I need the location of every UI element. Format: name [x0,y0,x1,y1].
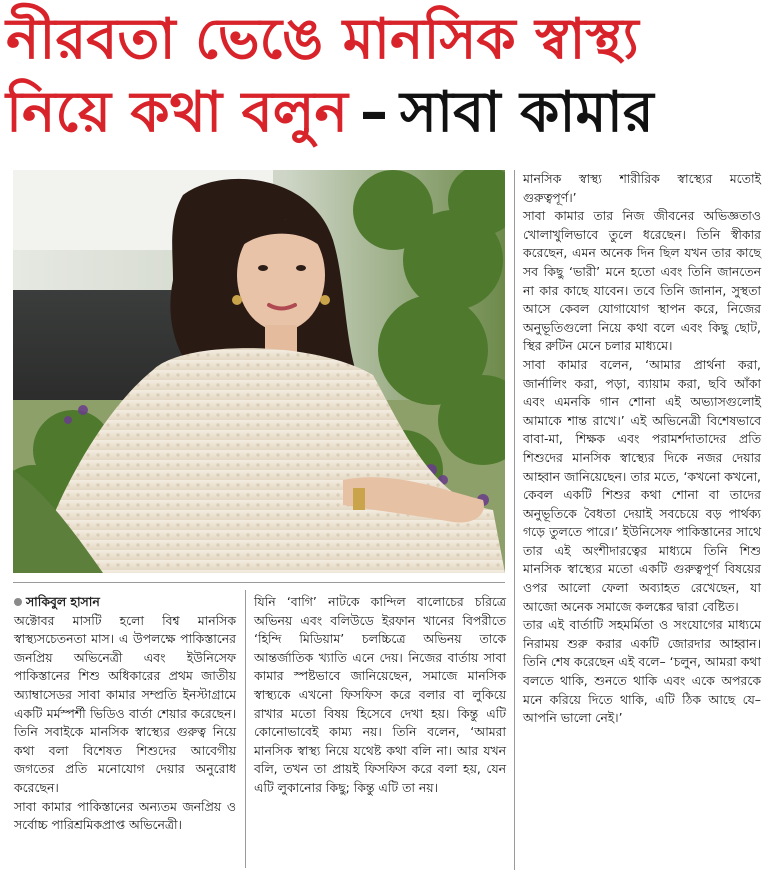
byline-text: সাকিবুল হাসান [26,594,100,609]
article-column-right [523,170,761,728]
paragraph: মানসিক স্বাস্থ্য শারীরিক স্বাস্থ্যের মতোই গুরুত্বপূর্ণ।’ [523,171,761,205]
paragraph: সাবা কামার বলেন, ‘আমার প্রার্থনা করা, জার্নালিং করা, পড়া, ব্যায়াম করা, ছবি আঁকা এবং এমনকি গান শোনা এই অভ্যাসগুলোই আমাকে শান্ত রাখে।’ এই অভিনেত্রী বিশেষভাবে বাবা-মা, শিক্ষক এবং পরামর্শদাতাদের প্রতি শিশুদের মানসিক স্বাস্থ্যের দিকে নজর দেয়ার আহ্বান জানিয়েছেন। তার মতে, ‘কখনো কখনো, কেবল একটি শিশুর কথা শোনা বা তাদের অনুভূতিকে বৈধতা দেয়াই সবচেয়ে বড় পার্থক্য গড়ে তুলতে পারে।’ ইউনিসেফ পাকিস্তানের সাথে তার এই অংশীদারত্বের মাধ্যমে তিনি শিশু মানসিক স্বাস্থ্যের মতো একটি গুরুত্বপূর্ণ বিষয়ের ওপর আলো ফেলা অব্যাহত রেখেছেন, যা আজো অনেক সমাজে কলঙ্কের দ্বারা বেষ্টিত। [523,356,761,614]
headline-line2 [6,76,766,150]
paragraph: সাবা কামার তার নিজ জীবনের অভিজ্ঞতাও খোলাখুলিভাবে তুলে ধরেছেন। তিনি স্বীকার করেছেন, এমন অনেক দিন ছিল যখন তার কাছে সব কিছু ‘ভারী’ মনে হতো এবং তিনি জানতেন না কার কাছে যাবেন। তবে তিনি জানান, সুস্থতা আসে কেবল যোগাযোগ স্থাপন করে, নিজের অনুভূতিগুলো নিয়ে কথা বলে এবং কিছু ছোট, স্থির রুটিন মেনে চলার মাধ্যমে। [523,208,761,354]
paragraph: অক্টোবর মাসটি হলো বিশ্ব মানসিক স্বাস্থ্যসচেতনতা মাস। এ উপলক্ষে পাকিস্তানের জনপ্রিয় অভিনেত্রী এবং ইউনিসেফ পাকিস্তানের শিশু অধিকারের প্রথম জাতীয় অ্যাম্বাসেডর সাবা কামার সম্প্রতি ইনস্টাগ্রামে একটি মর্মস্পর্শী ভিডিও বার্তা শেয়ার করেছেন। তিনি সবাইকে মানসিক স্বাস্থ্যের গুরুত্ব নিয়ে কথা বলা বিশেষত শিশুদের আবেগীয় জগতের প্রতি মনোযোগ দেয়ার অনুরোধ করেছেন। [14,612,236,795]
paragraph: সাবা কামার পাকিস্তানের অন্যতম জনপ্রিয় ও সর্বোচ্চ পারিশ্রমিকপ্রাপ্ত অভিনেত্রী। [14,798,236,833]
headline-line2-red: নিয়ে কথা বলুন [6,80,348,145]
article-column-b [254,593,506,798]
bullet-icon [14,598,22,606]
headline-line2-black: সাবা কামার [399,80,654,145]
paragraph: তার এই বার্তাটি সহমর্মিতা ও সংযোগের মাধ্যমে নিরাময় শুরু করার একটি জোরদার আহ্বান। তিনি শেষ করেছেন এই বলে– ‘চলুন, আমরা কথা বলতে থাকি, শুনতে থাকি এবং একে অপরকে মনে করিয়ে দিতে থাকি, এটি ঠিক আছে যে– আপনি ভালো নেই।’ [523,617,761,726]
headline-dash: – [359,80,388,145]
column-divider [514,170,515,870]
headline [6,4,766,150]
section-divider [13,582,505,583]
byline [14,593,236,612]
article-column-a [14,593,236,835]
paragraph: যিনি ‘বাগি’ নাটকে কান্দিল বালোচের চরিত্রে অভিনয় এবং বলিউডে ইরফান খানের বিপরীতে ‘হিন্দি মিডিয়াম’ চলচ্চিত্রে অভিনয় তাকে আন্তর্জাতিক খ্যাতি এনে দেয়। নিজের বার্তায় সাবা কামার স্পষ্টভাবে জানিয়েছেন, সমাজে মানসিক স্বাস্থ্যকে এখনো ফিসফিস করে বলার বা লুকিয়ে রাখার মতো বিষয় হিসেবে দেখা হয়। কিন্তু এটি কোনোভাবেই কাম্য নয়। তিনি বলেন, ‘আমরা মানসিক স্বাস্থ্য নিয়ে যথেষ্ট কথা বলি না। আর যখন বলি, তখন তা প্রায়ই ফিসফিস করে বলা হয়, যেন এটি লুকানোর কিছু; কিন্তু এটি তা নয়। [254,594,506,795]
article-photo [13,170,505,573]
column-divider [245,590,246,868]
headline-line1: নীরবতা ভেঙে মানসিক স্বাস্থ্য [6,7,639,72]
